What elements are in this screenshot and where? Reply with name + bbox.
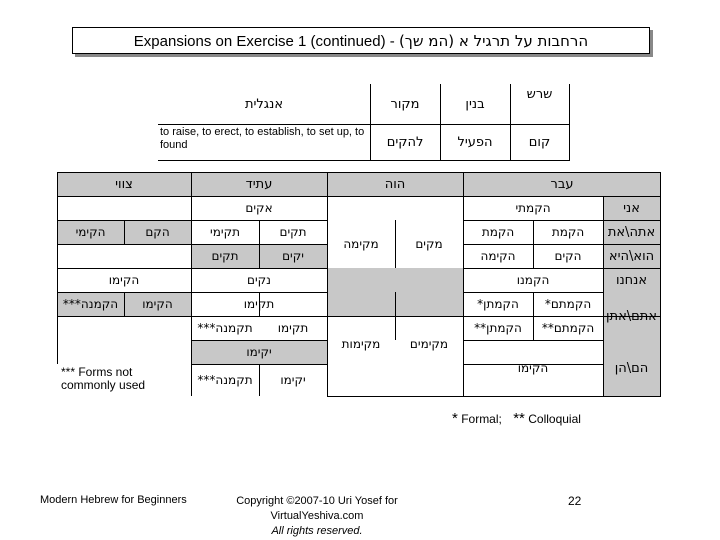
- past-hu: הקים: [554, 249, 582, 263]
- pronoun-ani: אני: [623, 200, 640, 216]
- header-english: אנגלית: [244, 96, 284, 112]
- present-fs: מקימה: [343, 237, 379, 251]
- pronoun-ata-at: אתה\את: [607, 224, 656, 240]
- col-header-imperative: צווי: [115, 176, 133, 192]
- future-hem-formal: יקימו: [246, 345, 272, 359]
- future-hen: תקמנה***: [197, 373, 253, 387]
- col-header-past: עבר: [550, 176, 574, 192]
- future-atem: תקימו: [277, 321, 309, 335]
- header-infinitive: מקור: [390, 96, 420, 112]
- title-hebrew: הרחבות על תרגיל א (המ שך): [398, 32, 589, 50]
- title-english: Expansions on Exercise 1 (continued) -: [133, 33, 395, 50]
- pronoun-hem-hen: הם\הן: [614, 360, 649, 376]
- imperative-fp: הקמנה***: [62, 297, 119, 311]
- footer-course-title: Modern Hebrew for Beginners: [40, 494, 187, 506]
- present-ms: מקים: [415, 237, 443, 251]
- footer-copyright-line: Copyright ©2007-10 Uri Yosef for VirtualYeshiva.com: [236, 495, 398, 522]
- infinitive-value: להקים: [386, 134, 424, 150]
- slide-title-box: [72, 27, 650, 54]
- imperative-mp: הקימו: [142, 297, 173, 311]
- legend: [452, 410, 581, 427]
- past-at: הקמת: [481, 225, 515, 239]
- page-number: 22: [568, 494, 582, 508]
- root-value: קום: [528, 134, 551, 150]
- rare-forms-note: *** Forms not commonly used: [61, 365, 146, 392]
- imperative-fs: הקימי: [75, 225, 106, 239]
- imperative-ms: הקם: [145, 225, 170, 239]
- header-binyan: בנין: [465, 96, 485, 112]
- slide-title: [73, 32, 649, 50]
- verb-info-table: [158, 84, 570, 160]
- conjugation-table: [57, 172, 661, 396]
- col-header-present: הוה: [384, 176, 406, 192]
- header-root: שרש: [526, 86, 553, 102]
- legend-colloquial-marker: **: [513, 410, 525, 427]
- future-ani: אקים: [245, 201, 273, 215]
- past-hi: הקימה: [480, 249, 516, 263]
- past-hem-hen: הקימו: [517, 361, 549, 375]
- legend-formal-label: Formal;: [461, 412, 502, 426]
- footer-rights-line: All rights reserved.: [271, 525, 363, 537]
- footer-copyright: [214, 494, 420, 539]
- present-fp: מקימות: [341, 337, 381, 351]
- future-hem: יקימו: [280, 373, 306, 387]
- future-hu: יקים: [282, 249, 304, 263]
- future-hi: תקים: [211, 249, 239, 263]
- english-meaning: to raise, to erect, to establish, to set up, to found: [160, 126, 365, 151]
- past-aten-formal: הקמתן*: [477, 297, 519, 311]
- past-ani: הקמתי: [515, 201, 551, 215]
- pronoun-hu-hi: הוא\היא: [608, 248, 655, 264]
- future-atem-aten-formal: תקימו: [243, 297, 275, 311]
- future-aten: תקמנה***: [197, 321, 253, 335]
- pronoun-anachnu: אנחנו: [615, 272, 648, 288]
- future-ata: תקים: [279, 225, 307, 239]
- legend-colloquial-label: Colloquial: [528, 412, 581, 426]
- future-anachnu: נקים: [247, 273, 271, 287]
- col-header-future: עתיד: [245, 176, 273, 192]
- legend-formal-marker: *: [452, 410, 458, 427]
- past-aten-colloquial: הקמתן**: [474, 321, 522, 335]
- past-anachnu: הקמנו: [516, 273, 550, 287]
- pronoun-atem-aten: אתם\אתן: [605, 308, 658, 324]
- imperative-plural: הקימו: [108, 273, 140, 287]
- past-atem-colloquial: הקמתם**: [541, 321, 595, 335]
- binyan-value: הפעיל: [457, 134, 493, 150]
- present-mp: מקימים: [409, 337, 449, 351]
- future-at: תקימי: [210, 225, 240, 239]
- past-atem-formal: הקמתם*: [544, 297, 592, 311]
- past-ata: הקמת: [551, 225, 585, 239]
